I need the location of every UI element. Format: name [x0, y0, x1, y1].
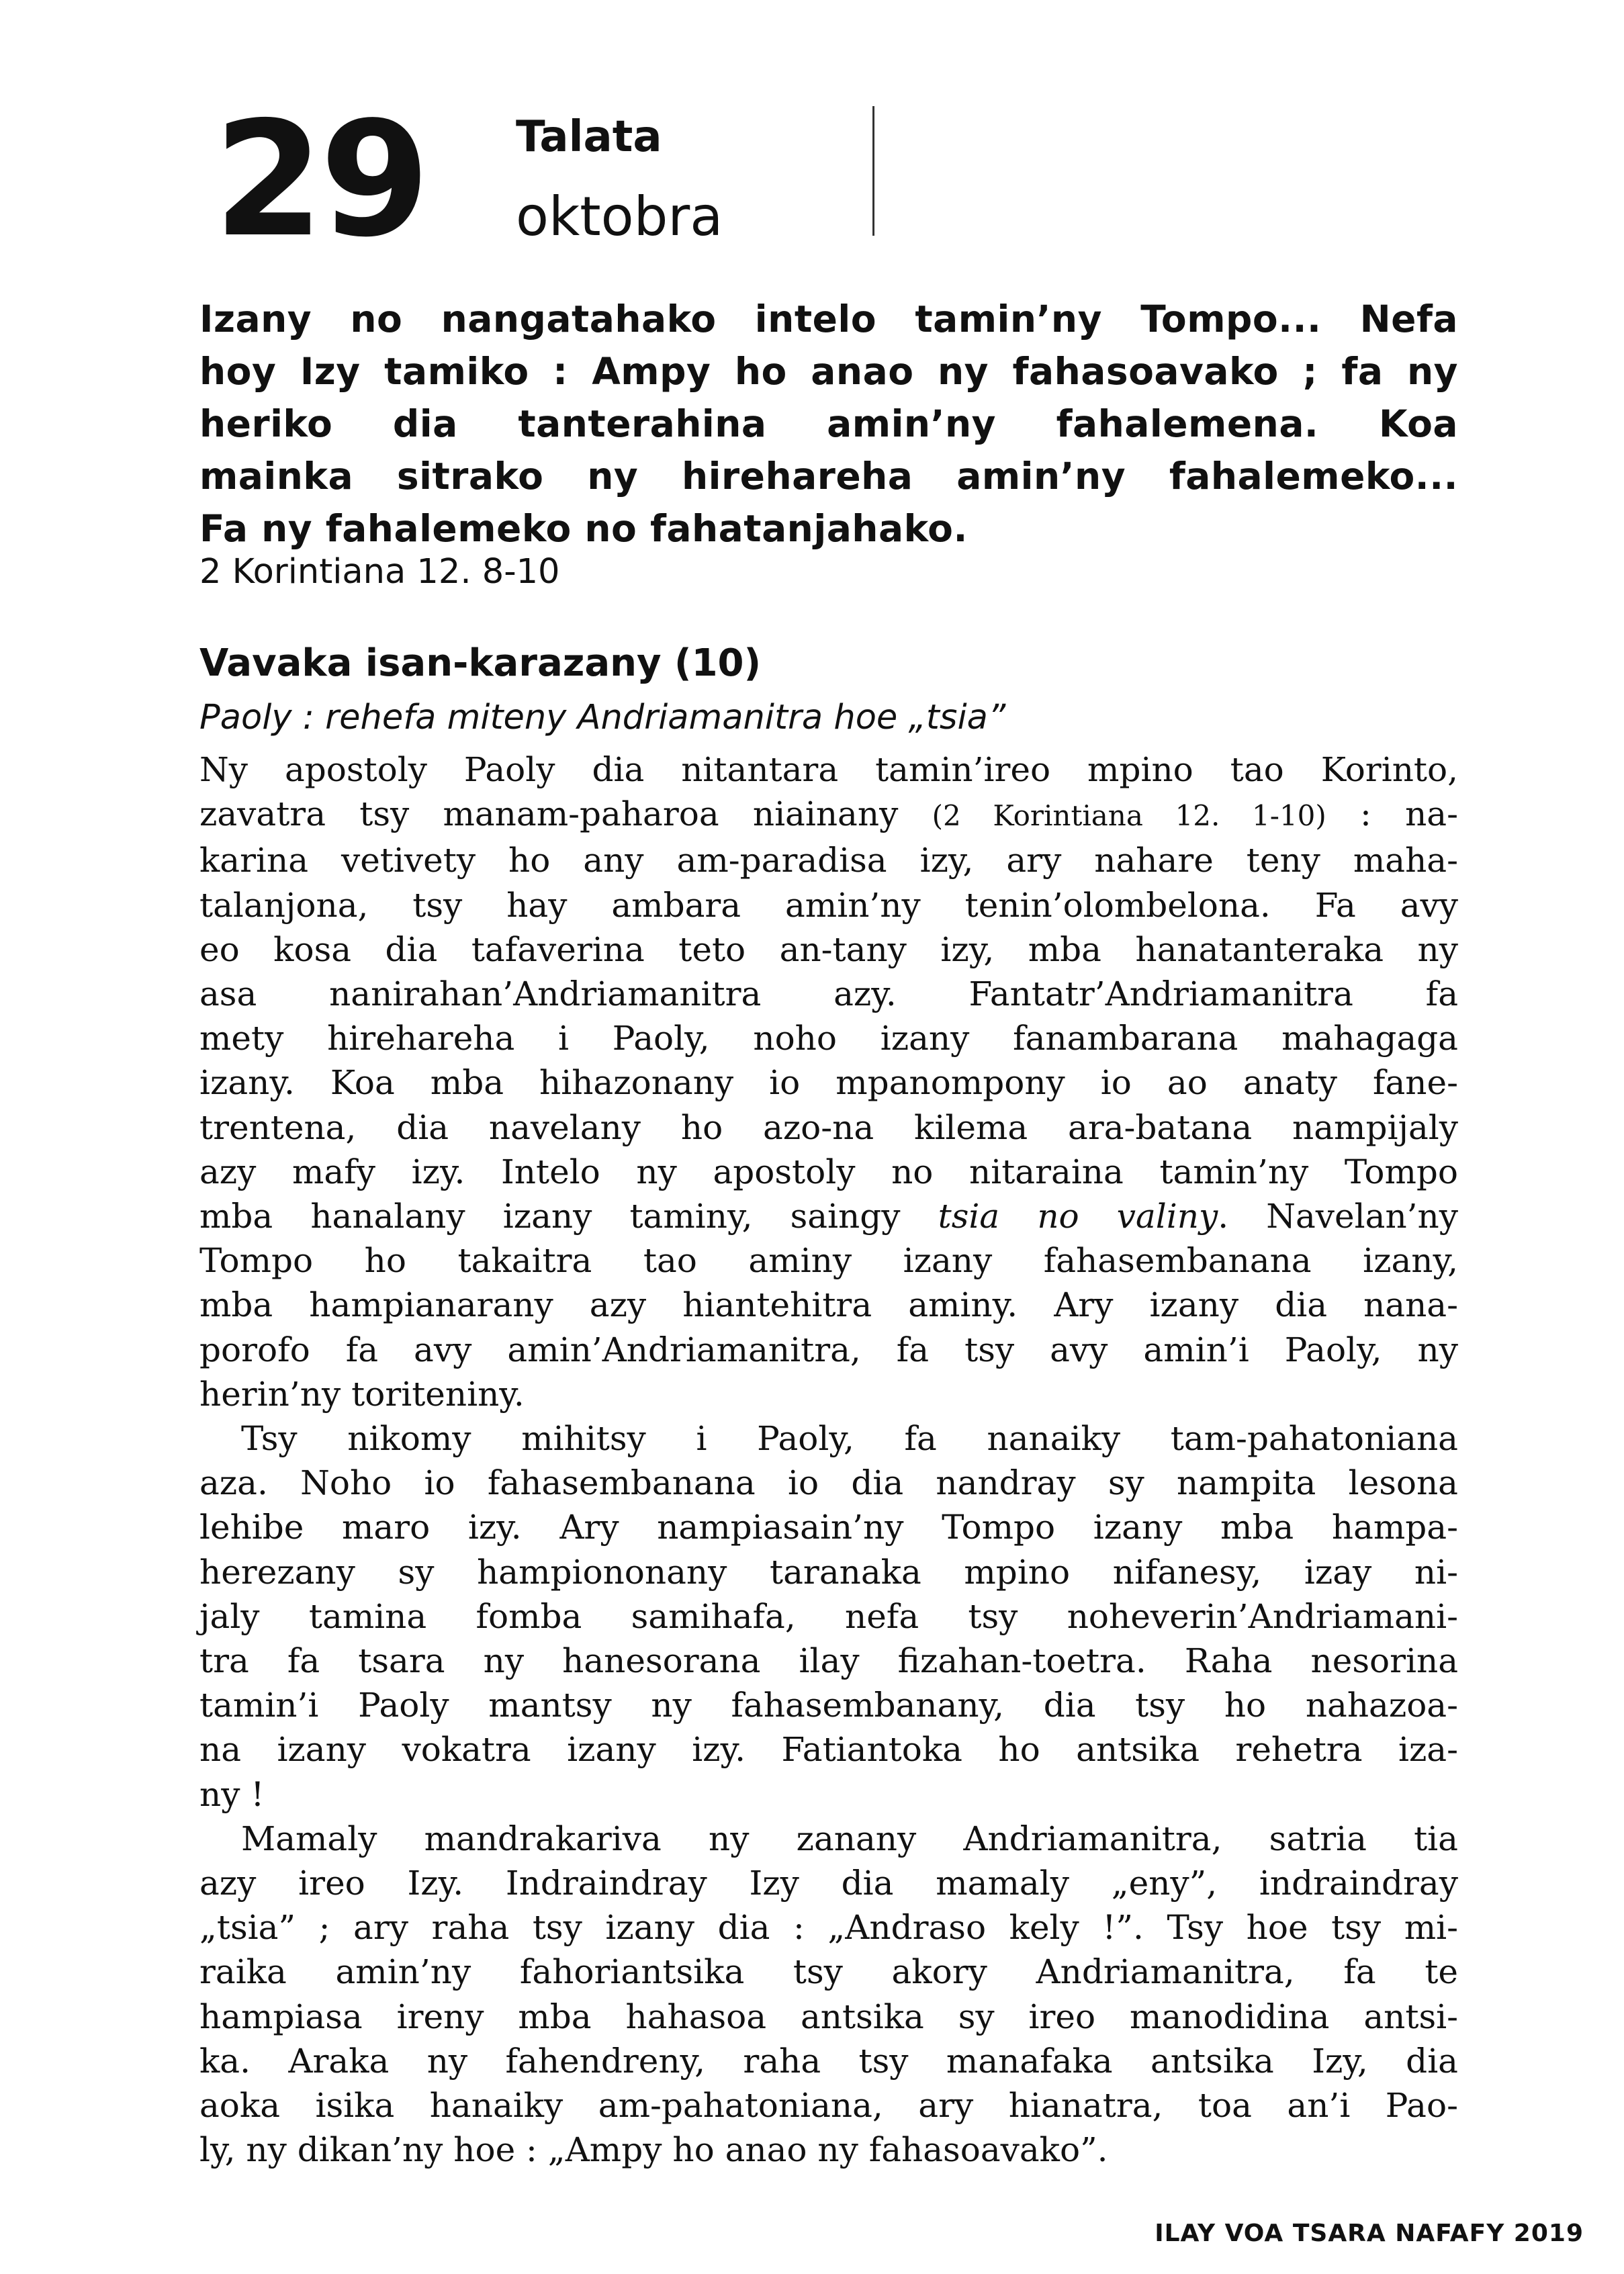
body-line: Tsy nikomy mihitsy i Paoly, fa nanaiky tam-pahatoniana — [241, 1419, 1458, 1459]
footer-publication: ILAY VOA TSARA NAFAFY 2019 — [1155, 2220, 1584, 2247]
body-line: aoka isika hanaiky am-pahatoniana, ary hianatra, toa an’i Pao- — [199, 2086, 1458, 2126]
body-line: „tsia” ; ary raha tsy izany dia : „Andraso kely !”. Tsy hoe tsy mi- — [199, 1908, 1458, 1948]
body-line: lehibe maro izy. Ary nampiasain’ny Tompo izany mba hampa- — [199, 1508, 1458, 1547]
article-subtitle: Paoly : rehefa miteny Andriamanitra hoe „tsia” — [199, 698, 1006, 737]
body-line: porofo fa avy amin’Andriamanitra, fa tsy avy amin’i Paoly, ny — [199, 1330, 1458, 1369]
body-line: hampiasa ireny mba hahasoa antsika sy ireo manodidina antsi- — [199, 1997, 1458, 2036]
emphasis-text: tsia no valiny — [938, 1197, 1218, 1236]
month: oktobra — [516, 185, 723, 248]
verse-line: Fa ny fahalemeko no fahatanjahako. — [199, 507, 968, 550]
body-line: ly, ny dikan’ny hoe : „Ampy ho anao ny fahasoavako”. — [199, 2130, 1108, 2170]
body-text: : na- — [1326, 794, 1458, 834]
verse-reference: 2 Korintiana 12. 8-10 — [199, 552, 560, 592]
verse-line: heriko dia tanterahina amin’ny fahalemena. Koa — [199, 402, 1458, 445]
body-line: jaly tamina fomba samihafa, nefa tsy noheverin’Andriamani- — [199, 1596, 1458, 1636]
body-line: eo kosa dia tafaverina teto an-tany izy, mba hanatanteraka ny — [199, 929, 1458, 969]
body-line: mety hirehareha i Paoly, noho izany fanambarana mahagaga — [199, 1019, 1458, 1058]
verse-line: hoy Izy tamiko : Ampy ho anao ny fahasoavako ; fa ny — [199, 350, 1458, 393]
body-line: azy ireo Izy. Indraindray Izy dia mamaly „eny”, indraindray — [199, 1864, 1458, 1903]
body-line: ka. Araka ny fahendreny, raha tsy manafaka antsika Izy, dia — [199, 2041, 1458, 2081]
body-line: ny ! — [199, 1774, 265, 1814]
header-divider — [872, 106, 874, 236]
body-line: Tompo ho takaitra tao aminy izany fahasembanana izany, — [199, 1241, 1458, 1281]
weekday: Talata — [516, 112, 662, 162]
article-body — [199, 747, 1458, 2173]
body-text: zavatra tsy manam-paharoa niainany — [199, 794, 899, 834]
body-line: azy mafy izy. Intelo ny apostoly no nitaraina tamin’ny Tompo — [199, 1152, 1458, 1191]
body-line: mba hampianarany azy hiantehitra aminy. Ary izany dia nana- — [199, 1285, 1458, 1325]
verse-line: mainka sitrako ny hirehareha amin’ny fahalemeko... — [199, 455, 1458, 498]
body-line — [199, 792, 1458, 838]
body-line: herezany sy hampiononany taranaka mpino nifanesy, izay ni- — [199, 1552, 1458, 1592]
body-line: na izany vokatra izany izy. Fatiantoka ho antsika rehetra iza- — [199, 1730, 1458, 1770]
article-title: Vavaka isan-karazany (10) — [199, 641, 762, 685]
body-line — [199, 1194, 1458, 1238]
date-number: 29 — [214, 87, 426, 272]
scripture-citation: (2 Korintiana 12. 1-10) — [932, 799, 1326, 833]
body-line: tamin’i Paoly mantsy ny fahasembanany, dia tsy ho nahazoa- — [199, 1686, 1458, 1725]
verse-line: Izany no nangatahako intelo tamin’ny Tompo... Nefa — [199, 298, 1458, 340]
body-line: izany. Koa mba hihazonany io mpanompony io ao anaty fane- — [199, 1063, 1458, 1103]
body-line: aza. Noho io fahasembanana io dia nandray sy nampita lesona — [199, 1463, 1458, 1503]
body-line: karina vetivety ho any am-paradisa izy, ary nahare teny maha- — [199, 841, 1458, 880]
body-line: talanjona, tsy hay ambara amin’ny tenin’olombelona. Fa avy — [199, 885, 1458, 925]
bible-verse — [199, 293, 1458, 555]
body-line: Mamaly mandrakariva ny zanany Andriamanitra, satria tia — [241, 1819, 1458, 1858]
body-text: . Navelan’ny — [1218, 1197, 1458, 1236]
body-line: raika amin’ny fahoriantsika tsy akory Andriamanitra, fa te — [199, 1952, 1458, 1992]
body-line: Ny apostoly Paoly dia nitantara tamin’ireo mpino tao Korinto, — [199, 750, 1458, 789]
body-line: tra fa tsara ny hanesorana ilay fizahan-toetra. Raha nesorina — [199, 1641, 1458, 1681]
body-text: mba hanalany izany taminy, saingy — [199, 1197, 938, 1236]
body-line: herin’ny toriteniny. — [199, 1374, 525, 1414]
body-line: asa nanirahan’Andriamanitra azy. Fantatr’Andriamanitra fa — [199, 974, 1458, 1014]
body-line: trentena, dia navelany ho azo-na kilema ara-batana nampijaly — [199, 1107, 1458, 1147]
